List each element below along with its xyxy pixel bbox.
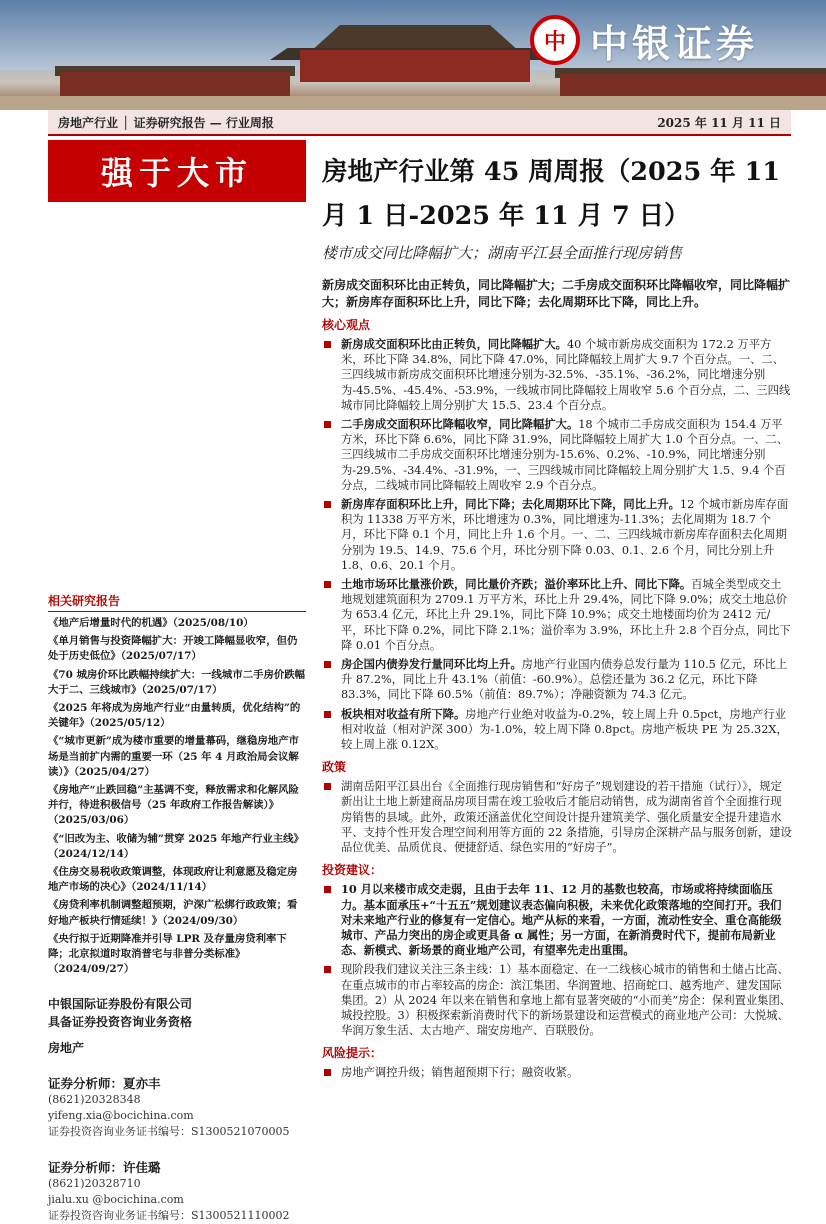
- bullet-square-icon: [324, 421, 331, 428]
- core-bullet: [322, 577, 792, 653]
- advice-bullet: [322, 882, 792, 958]
- related-report-link[interactable]: 《70 城房价环比跌幅持续扩大：一线城市二手房价跌幅大于二、三线城市》（2025/07/17）: [48, 668, 306, 696]
- core-bullet-text: [341, 577, 792, 653]
- core-bullet-text: [341, 497, 792, 573]
- category-bar: [48, 110, 791, 134]
- left-column: [48, 140, 306, 1224]
- bullet-square-icon: [324, 711, 331, 718]
- analyst-card: [48, 1158, 306, 1224]
- policy-list: [322, 779, 792, 855]
- bullet-square-icon: [324, 581, 331, 588]
- analyst-cert: 证券投资咨询业务证书编号：S1300521070005: [48, 1125, 290, 1139]
- core-heading: 核心观点: [322, 318, 371, 332]
- bullet-body: 房地产调控升级；销售超预期下行；融资收紧。: [341, 1066, 579, 1080]
- bullet-body: 18 个城市二手房成交面积为 154.4 万平方米，环比下降 6.6%，同比下降 31.9%，同比降幅较上周扩大 1.0 个百分点。一、二、三四线城市二手房成交面积环比增速分别为-15.6%、0.2%、-10.9%，同比增速分别为-29.5%、-34.4%、-31.9%，一、三四线城市同比降幅较上周分别扩大 1.5、9.4 个百分点，二线城市同比降幅较上周收窄 2.9 个百分点。: [341, 418, 789, 492]
- bullet-body: 现阶段我们建议关注三条主线：1）基本面稳定、在一二线核心城市的销售和土储占比高、在重点城市的市占率较高的房企：滨江集团、华润置地、招商蛇口、越秀地产、建发国际集团。2）从 2024 年以来在销售和拿地上都有显著突破的“小而美”房企：保利置业集团、城投控股。3）积极探索新消费时代下的新场景建设和运营模式的商业地产公司：大悦城、华润万象生活、太古地产、瑞安房地产、百联股份。: [341, 963, 792, 1038]
- core-bullet: [322, 707, 792, 753]
- bullet-square-icon: [324, 501, 331, 508]
- advice-bullet: [322, 962, 792, 1038]
- core-bullet: [322, 657, 792, 703]
- analyst-phone: (8621)20328710: [48, 1177, 141, 1191]
- sector-label: 房地产: [48, 1041, 85, 1056]
- bullet-square-icon: [324, 341, 331, 348]
- bullet-square-icon: [324, 1069, 331, 1076]
- bullet-lead: 板块相对收益有所下降。: [341, 706, 466, 721]
- related-report-link[interactable]: 《住房交易税收政策调整，体现政府让利意愿及稳定房地产市场的决心》（2024/11/14）: [48, 866, 298, 894]
- analyst-email[interactable]: yifeng.xia@bocichina.com: [48, 1109, 194, 1123]
- related-report-link[interactable]: 《2025 年将成为房地产行业“由量转质，优化结构”的关键年》（2025/05/12）: [48, 702, 301, 730]
- bullet-body: 湖南岳阳平江县出台《全面推行现房销售和“好房子”规划建设的若干措施（试行）》，规定新出让土地上新建商品房项目需在竣工验收后才能启动销售，成为湖南省首个全面推行现房销售的县域。此外，政策还涵盖优化空间设计提升建筑美学、强化质量安全提升建造水平、支持个性开发合理空间利用等方面的 22 条措施，引导房企深耕产品与服务创新，建设品位优美、品质优良、便捷舒适、绿色实用的“好房子”。: [341, 780, 792, 855]
- related-report-link[interactable]: 《房贷利率机制调整超预期，沪深广松绑行政政策；看好地产板块行情延续！》（2024/09/30）: [48, 899, 298, 927]
- risk-heading: 风险提示：: [322, 1046, 383, 1061]
- brand-name: 中银证券: [590, 20, 759, 66]
- rating-badge: 强于大市: [48, 140, 306, 202]
- banner-hall: [300, 50, 530, 82]
- bullet-body: 房地产行业绝对收益为-0.2%，较上周上升 0.5pct，房地产行业相对收益（相对沪深 300）为-1.0%，较上周下降 0.8pct。房地产板块 PE 为 25.32X，较上周上涨 0.12X。: [341, 707, 788, 752]
- report-title: 房地产行业第 45 周周报（2025 年 11 月 1 日-2025 年 11 月 7 日）: [322, 157, 780, 231]
- advice-bullet-text: [341, 962, 792, 1038]
- related-report-link[interactable]: 《“城市更新”成为楼市重要的增量幕码，继稳房地产市场是当前扩内需的重要一环（25 年 4 月政治局会议解读）》（2025/04/27）: [48, 735, 299, 778]
- analyst-email[interactable]: jialu.xu @bocichina.com: [48, 1193, 184, 1207]
- bullet-lead: 二手房成交面积环比降幅收窄，同比降幅扩大。: [341, 417, 579, 432]
- related-report-link[interactable]: 《央行拟于近期降准并引导 LPR 及存量房贷利率下降；北京拟道时取消普宅与非普分类标准》（2024/09/27）: [48, 932, 287, 976]
- company-qualification: 具备证券投资咨询业务资格: [48, 1015, 193, 1030]
- analyst-name: 证券分析师：许佳璐: [48, 1160, 161, 1176]
- bullet-body: 40 个城市新房成交面积为 172.2 万平方米，环比下降 34.8%，同比下降 47.0%，同比降幅较上周扩大 9.7 个百分点。一、二、三四线城市新房成交面积环比增速分别为-32.5%、-35.1%、-36.2%，同比增速分别为-45.5%、-45.4%、-53.9%，一线城市同比降幅较上周收窄 5.6 个百分点，二、三四线城市同比降幅较上周分别扩大 15.5、23.4 个百分点。: [341, 338, 791, 412]
- report-subtitle: 楼市成交同比降幅扩大；湖南平江县全面推行现房销售: [322, 244, 683, 262]
- bullet-body: 12 个城市新房库存面积为 11338 万平方米，环比增速为 0.3%，同比增速为-11.3%；去化周期为 18.7 个月，环比下降 0.1 个月，同比上升 1.6 个月。一、二、三四线城市新房库存面积去化周期分别为 19.5、14.9、75.6 个月，环比分别下降 0.03、0.1、2.6 个月，同比分别上升 1.8、0.6、20.1 个月。: [341, 498, 789, 572]
- analyst-phone: (8621)20328348: [48, 1093, 141, 1107]
- policy-bullet-text: [341, 779, 792, 855]
- analyst-card: [48, 1074, 306, 1140]
- related-report-link[interactable]: 《“旧改为主、收储为辅”贯穿 2025 年地产行业主线》（2024/12/14）: [48, 832, 304, 860]
- bullet-square-icon: [324, 886, 331, 893]
- policy-bullet: [322, 779, 792, 855]
- core-bullet-text: [341, 417, 792, 493]
- bullet-square-icon: [324, 966, 331, 973]
- core-bullet: [322, 417, 792, 493]
- core-bullet-text: [341, 337, 792, 413]
- main-content: [322, 150, 792, 1085]
- brand-logo: [530, 10, 800, 70]
- advice-bullet-text: [341, 882, 792, 958]
- related-report-link[interactable]: 《房地产“止跌回稳”主基调不变，释放需求和化解风险并行，待进积极信号（25 年政府工作报告解读）》（2025/03/06）: [48, 784, 299, 827]
- bullet-body: 百城全类型成交土地规划建筑面积为 2709.1 万平方米，环比上升 29.4%，同比下降 9.0%；成交土地总价为 653.4 亿元，环比上升 29.1%，同比下降 10.9%；成交土地楼面均价为 2412 元/平，环比下降 0.2%，同比下降 2.1%；溢价率为 3.9%，环比上升 2.8 个百分点，同比下降 0.01 个百分点。: [341, 578, 791, 652]
- risk-bullet: [322, 1065, 792, 1080]
- header-banner: [0, 0, 826, 110]
- related-report-link[interactable]: 《地产后增量时代的机遇》（2025/08/10）: [48, 617, 254, 629]
- bullet-square-icon: [324, 661, 331, 668]
- bullet-square-icon: [324, 783, 331, 790]
- analyst-cert: 证券投资咨询业务证书编号：S1300521110002: [48, 1209, 290, 1223]
- risk-list: [322, 1065, 792, 1080]
- bullet-lead: 新房成交面积环比由正转负，同比降幅扩大。: [341, 337, 567, 351]
- related-list: [48, 616, 306, 977]
- company-info: [48, 995, 306, 1031]
- bullet-body: 房地产行业国内债券总发行量为 110.5 亿元，环比上升 87.2%，同比上升 43.1%（前值：-60.9%）。总偿还量为 36.2 亿元，环比下降 83.3%，同比下降 60.5%（前值：89.7%）；净融资额为 74.3 亿元。: [341, 658, 788, 702]
- bullet-lead: 房企国内债券发行量同环比均上升。: [341, 657, 522, 672]
- core-bullet-text: [341, 707, 792, 753]
- core-bullet-text: [341, 657, 792, 703]
- report-summary: 新房成交面积环比由正转负，同比降幅扩大；二手房成交面积环比降幅收窄，同比降幅扩大；新房库存面积环比上升，同比下降；去化周期环比下降，同比上升。: [322, 278, 791, 309]
- related-report-link[interactable]: 《单月销售与投资降幅扩大：开竣工降幅显收窄，但仍处于历史低位》（2025/07/17）: [48, 635, 298, 663]
- core-bullet: [322, 497, 792, 573]
- core-bullet: [322, 337, 792, 413]
- core-list: [322, 337, 792, 752]
- boc-logo-icon: 中: [530, 15, 580, 65]
- banner-ground: [0, 96, 826, 110]
- divider: [48, 134, 791, 136]
- advice-list: [322, 882, 792, 1038]
- policy-heading: 政策: [322, 760, 347, 775]
- related-heading: 相关研究报告: [48, 592, 306, 612]
- bullet-lead: 新房库存面积环比上升，同比下降；去化周期环比下降，同比上升。: [341, 497, 680, 512]
- bullet-lead: 土地市场环比量涨价跌，同比量价齐跌；溢价率环比上升、同比下降。: [341, 577, 692, 592]
- report-date: 2025 年 11 月 11 日: [657, 115, 781, 130]
- company-name: 中银国际证券股份有限公司: [48, 997, 193, 1012]
- risk-bullet-text: [341, 1065, 792, 1080]
- analyst-list: [48, 1074, 306, 1224]
- advice-heading: 投资建议：: [322, 863, 383, 878]
- analyst-name: 证券分析师：夏亦丰: [48, 1076, 161, 1092]
- report-category: 房地产行业 │ 证券研究报告 — 行业周报: [58, 115, 274, 130]
- bullet-lead: 10 月以来楼市成交走弱，且由于去年 11、12 月的基数也较高，市场或将持续面临压力。基本面承压+“十五五”规划建议表态偏向积极，未来优化政策落地的空间打开。我们对未来地产行业的修复有一定信心。地产从标的来看，一方面，流动性安全、重仓高能级城市、产品力突出的房企或更具备 α 属性；另一方面，在新消费时代下，提前布局新业态、新模式、新场景的商业地产公司，有望率先走出重围。: [341, 882, 782, 958]
